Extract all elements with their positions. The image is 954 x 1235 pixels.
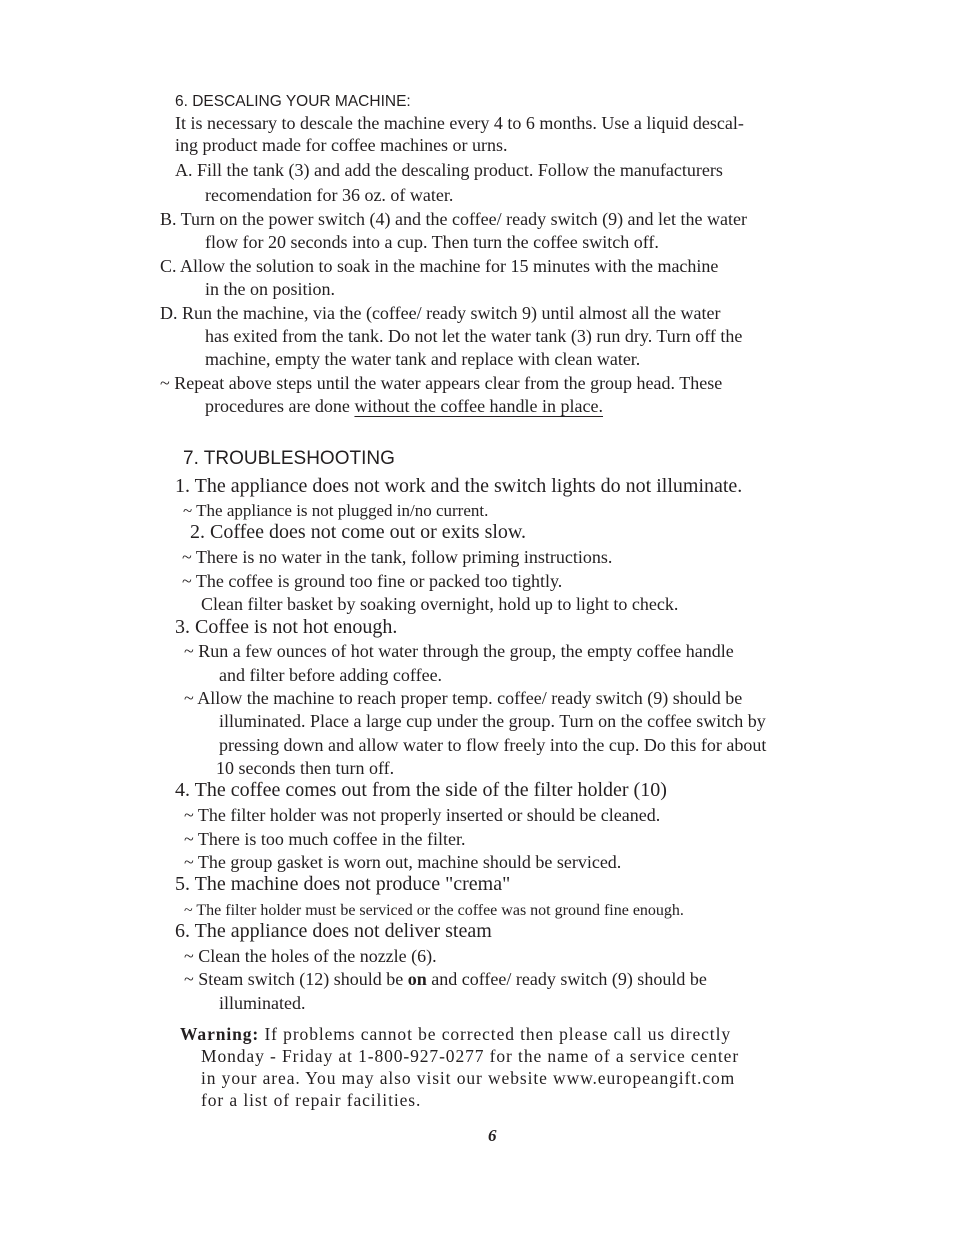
descaling-step-a-cont: recomendation for 36 oz. of water. (205, 185, 454, 205)
descaling-repeat-note-cont: procedures are done without the coffee handle in place. (205, 396, 604, 416)
descaling-step-b-cont: flow for 20 seconds into a cup. Then turn the coffee switch off. (205, 232, 659, 252)
solution-2b: ~ The coffee is ground too fine or packed too tightly. (182, 571, 563, 591)
solution-6b-cont: illuminated. (219, 993, 306, 1013)
descaling-intro-line: It is necessary to descale the machine every 4 to 6 months. Use a liquid descal- (175, 113, 744, 133)
problem-6: 6. The appliance does not deliver steam (175, 920, 492, 942)
solution-6b: ~ Steam switch (12) should be on and coffee/ ready switch (9) should be (184, 969, 707, 989)
problem-2: 2. Coffee does not come out or exits slow. (190, 521, 527, 543)
solution-3b: ~ Allow the machine to reach proper temp. coffee/ ready switch (9) should be (184, 688, 743, 708)
solution-6a: ~ Clean the holes of the nozzle (6). (184, 946, 437, 966)
descaling-step-b: B. Turn on the power switch (4) and the coffee/ ready switch (9) and let the water (160, 209, 748, 229)
problem-4: 4. The coffee comes out from the side of the filter holder (10) (175, 779, 667, 801)
warning-line: Monday - Friday at 1-800-927-0277 for the name of a service center (201, 1046, 740, 1066)
solution-5: ~ The filter holder must be serviced or the coffee was not ground fine enough. (184, 902, 684, 919)
solution-3b-cont: illuminated. Place a large cup under the group. Turn on the coffee switch by (219, 711, 766, 731)
solution-4c: ~ The group gasket is worn out, machine should be serviced. (184, 852, 622, 872)
warning-label: Warning: (180, 1024, 260, 1044)
solution-2b-cont: Clean filter basket by soaking overnight, hold up to light to check. (201, 594, 679, 614)
solution-2a: ~ There is no water in the tank, follow priming instructions. (182, 547, 613, 567)
solution-4b: ~ There is too much coffee in the filter. (184, 829, 466, 849)
warning-line: Warning: If problems cannot be corrected then please call us directly (180, 1024, 731, 1044)
problem-5: 5. The machine does not produce "crema" (175, 873, 511, 895)
descaling-intro-line: ing product made for coffee machines or urns. (175, 135, 508, 155)
solution-3a-cont: and filter before adding coffee. (219, 665, 443, 685)
solution-1: ~ The appliance is not plugged in/no current. (183, 501, 489, 520)
solution-3b-cont: 10 seconds then turn off. (216, 758, 395, 778)
problem-1: 1. The appliance does not work and the switch lights do not illuminate. (175, 475, 743, 497)
descaling-repeat-note: ~ Repeat above steps until the water appears clear from the group head. These (160, 373, 723, 393)
warning-line: for a list of repair facilities. (201, 1090, 422, 1110)
troubleshooting-heading: 7. TROUBLESHOOTING (183, 448, 395, 469)
underlined-phrase: without the coffee handle in place. (354, 396, 604, 416)
descaling-step-d: D. Run the machine, via the (coffee/ ready switch 9) until almost all the water (160, 303, 721, 323)
descaling-step-d-cont: has exited from the tank. Do not let the water tank (3) run dry. Turn off the (205, 326, 743, 346)
descaling-step-d-cont: machine, empty the water tank and replace with clean water. (205, 349, 641, 369)
descaling-step-c: C. Allow the solution to soak in the machine for 15 minutes with the machine (160, 256, 719, 276)
descaling-step-c-cont: in the on position. (205, 279, 335, 299)
solution-3b-cont: pressing down and allow water to flow freely into the cup. Do this for about (219, 735, 767, 755)
page-number: 6 (488, 1126, 497, 1145)
solution-4a: ~ The filter holder was not properly inserted or should be cleaned. (184, 805, 661, 825)
warning-line: in your area. You may also visit our website www.europeangift.com (201, 1068, 736, 1088)
descaling-heading: 6. DESCALING YOUR MACHINE: (175, 93, 411, 110)
problem-3: 3. Coffee is not hot enough. (175, 616, 398, 638)
descaling-step-a: A. Fill the tank (3) and add the descaling product. Follow the manufacturers (175, 160, 723, 180)
bold-on: on (407, 969, 427, 989)
solution-3a: ~ Run a few ounces of hot water through the group, the empty coffee handle (184, 641, 734, 661)
